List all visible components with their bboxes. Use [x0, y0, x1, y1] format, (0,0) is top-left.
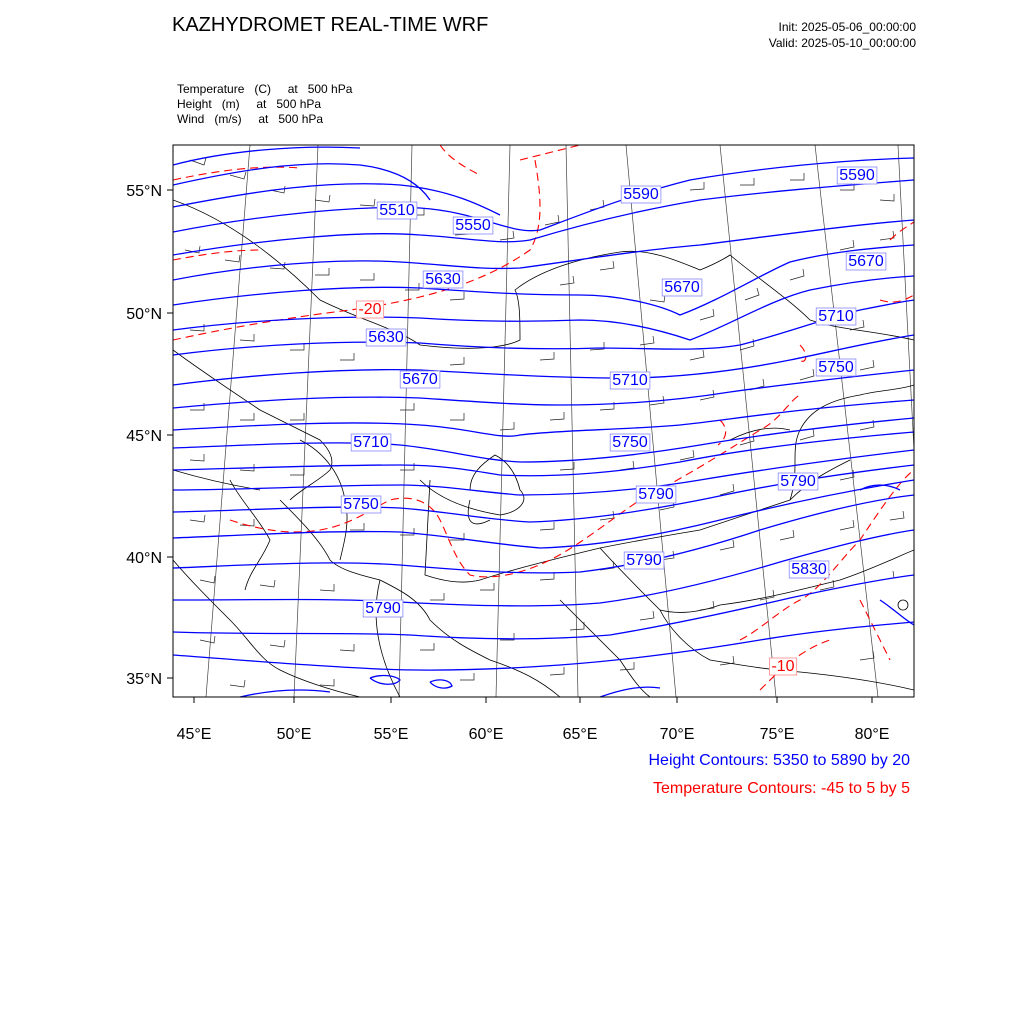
variable-temperature: Temperature (C) at 500 hPa	[177, 82, 353, 96]
lat-label-50: 50°N	[126, 306, 162, 323]
map-background	[173, 145, 914, 697]
height-label: 5710	[353, 434, 389, 451]
variable-wind: Wind (m/s) at 500 hPa	[177, 112, 324, 126]
temperature-legend: Temperature Contours: -45 to 5 by 5	[652, 780, 910, 797]
height-label: 5790	[780, 473, 816, 490]
lat-label-35: 35°N	[126, 671, 162, 688]
height-label: 5790	[365, 600, 401, 617]
height-label: 5590	[839, 167, 875, 184]
height-label: 5590	[623, 186, 659, 203]
height-legend: Height Contours: 5350 to 5890 by 20	[648, 752, 910, 769]
map-title: KAZHYDROMET REAL-TIME WRF	[172, 14, 489, 36]
height-label: 5750	[343, 496, 379, 513]
lon-label-45: 45°E	[176, 726, 212, 743]
height-label: 5750	[612, 434, 648, 451]
height-label: 5710	[612, 372, 648, 389]
valid-time: Valid: 2025-05-10_00:00:00	[768, 36, 916, 50]
height-label: 5750	[818, 359, 854, 376]
lon-label-55: 55°E	[373, 726, 409, 743]
init-time: Init: 2025-05-06_00:00:00	[778, 20, 916, 34]
lon-label-60: 60°E	[468, 726, 504, 743]
lat-label-40: 40°N	[126, 550, 162, 567]
variable-height: Height (m) at 500 hPa	[177, 97, 322, 111]
height-label: 5670	[664, 279, 700, 296]
lon-label-65: 65°E	[562, 726, 598, 743]
height-label: 5830	[791, 561, 827, 578]
height-label: 5790	[626, 552, 662, 569]
height-label: 5670	[402, 371, 438, 388]
temp-label: -20	[358, 301, 382, 318]
lon-label-75: 75°E	[759, 726, 795, 743]
height-label: 5630	[368, 329, 404, 346]
temp-label: -10	[771, 658, 795, 675]
height-label: 5630	[425, 271, 461, 288]
height-label: 5710	[818, 308, 854, 325]
height-label: 5670	[848, 253, 884, 270]
height-label: 5790	[638, 486, 674, 503]
lon-label-80: 80°E	[854, 726, 890, 743]
lat-label-55: 55°N	[126, 183, 162, 200]
lat-label-45: 45°N	[126, 428, 162, 445]
lon-label-50: 50°E	[276, 726, 312, 743]
height-label: 5510	[379, 202, 415, 219]
lon-label-70: 70°E	[659, 726, 695, 743]
height-label: 5550	[455, 217, 491, 234]
